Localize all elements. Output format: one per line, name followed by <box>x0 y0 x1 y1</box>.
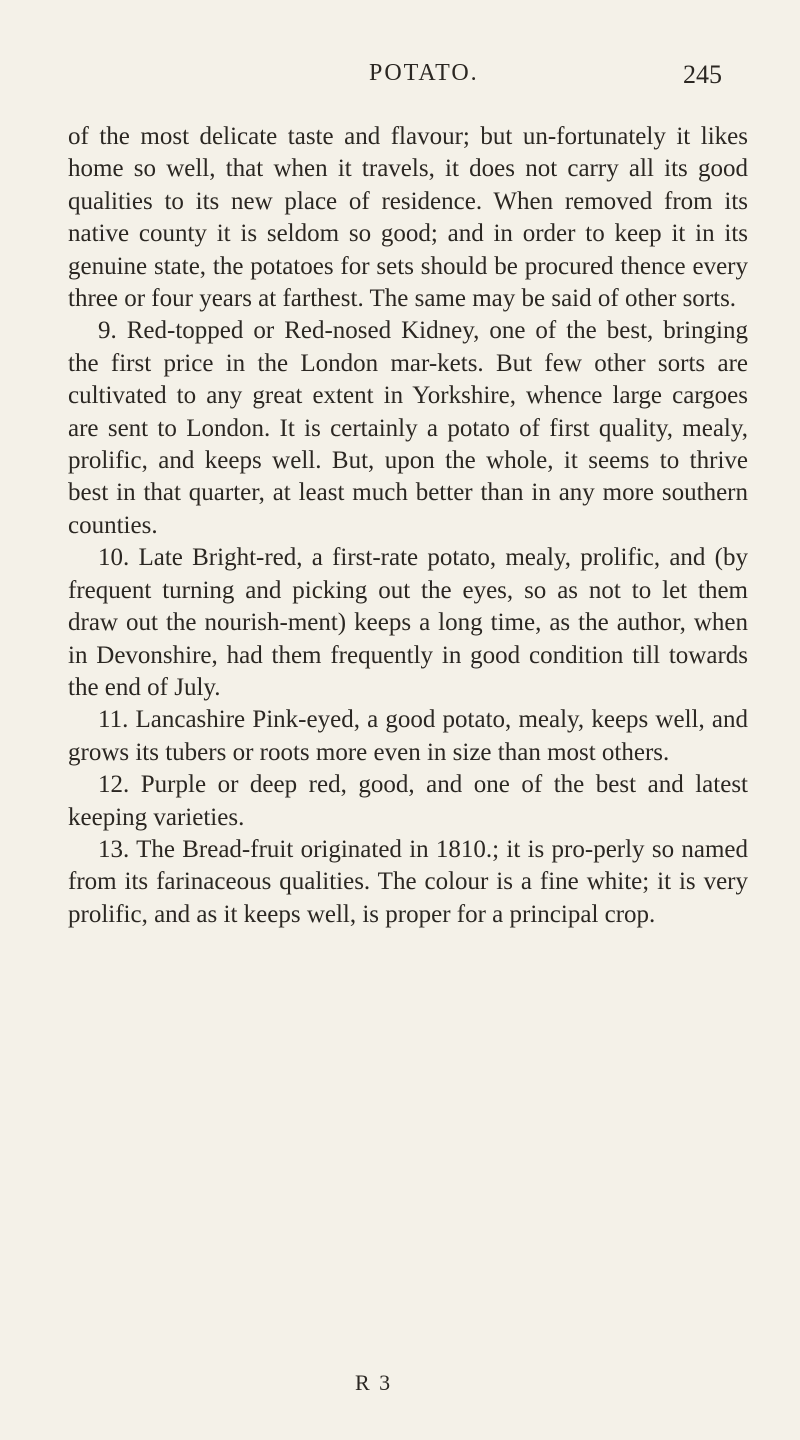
running-head <box>0 60 800 100</box>
paragraph-variety-11: 11. Lancashire Pink-eyed, a good potato, mealy, keeps well, and grows its tubers or roots more even in size than most others. <box>68 706 748 766</box>
paragraph-variety-13: 13. The Bread-fruit originated in 1810.; it is pro-perly so named from its farinaceous qualities. The colour is a fine white; it is very prolific, and as it keeps well, is proper for a principal crop. <box>68 835 748 928</box>
paragraph-variety-9: 9. Red-topped or Red-nosed Kidney, one of the best, bringing the first price in the London mar-kets. But few other sorts are cultivated to any great extent in Yorkshire, whence large cargoes are sent to London. It is certainly a potato of first quality, mealy, prolific, and keeps well. But, upon the whole, it seems to thrive best in that quarter, at least much better than in any more southern counties. <box>68 317 748 539</box>
paragraph-variety-10: 10. Late Bright-red, a first-rate potato, mealy, prolific, and (by frequent turning and picking out the eyes, so as not to let them draw out the nourish-ment) keeps a long time, as the author, when in Devonshire, had them frequently in good condition till towards the end of July. <box>68 544 748 701</box>
body-text <box>68 121 748 931</box>
paragraph-continuation: of the most delicate taste and flavour; but un-fortunately it likes home so well, that when it travels, it does not carry all its good qualities to its new place of residence. When removed from its native county it is seldom so good; and in order to keep it in its genuine state, the potatoes for sets should be procured thence every three or four years at farthest. The same may be said of other sorts. <box>68 123 748 313</box>
running-title: POTATO. <box>369 60 479 86</box>
paragraph-variety-12: 12. Purple or deep red, good, and one of the best and latest keeping varieties. <box>68 771 748 831</box>
signature-mark: R 3 <box>355 1370 393 1395</box>
page-number: 245 <box>683 60 722 89</box>
